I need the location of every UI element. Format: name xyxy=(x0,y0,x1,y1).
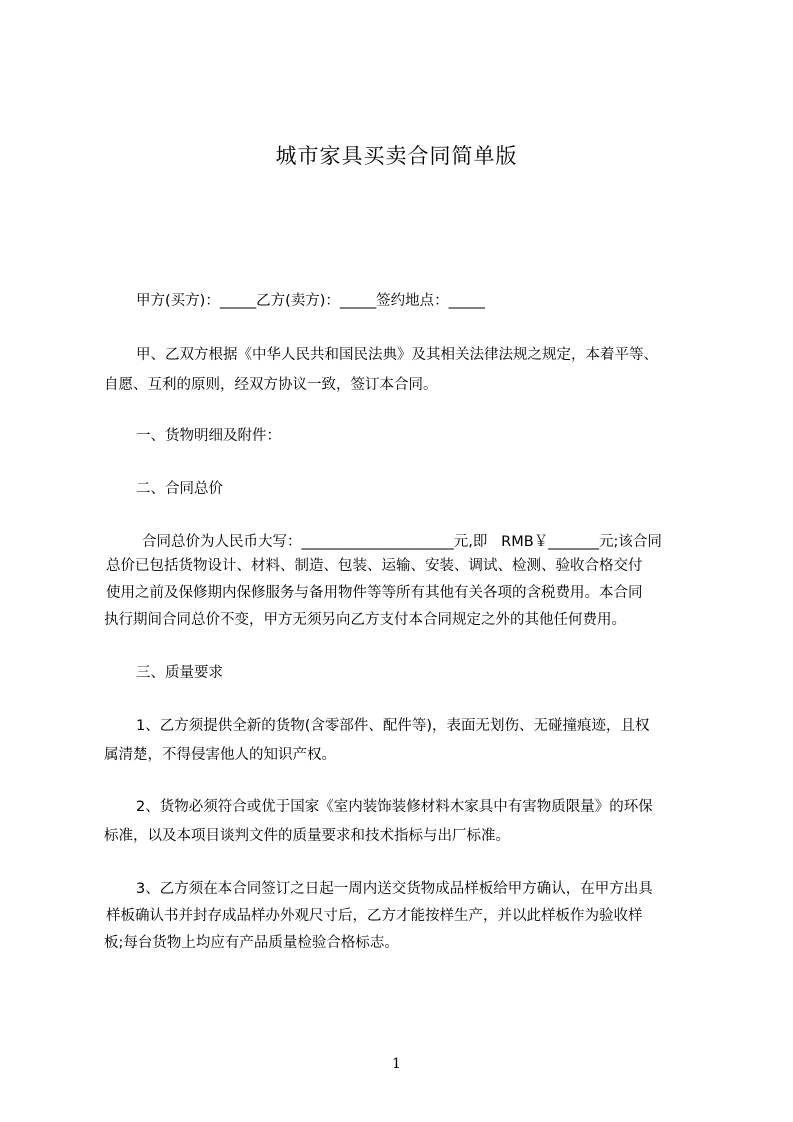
buyer-field: 甲方(买方)：_____ xyxy=(136,293,257,309)
price-line-2: 总价已包括货物设计、材料、制造、包装、运输、安装、调试、检测、验收合格交付 xyxy=(106,558,643,574)
quality-item-2-line-2: 标准，以及本项目谈判文件的质量要求和技术指标与出厂标准。 xyxy=(104,828,510,844)
signing-place-field: 签约地点：_____ xyxy=(376,293,485,309)
quality-item-1-line-2: 属清楚，不得侵害他人的知识产权。 xyxy=(104,747,336,763)
section-2-heading: 二、合同总价 xyxy=(136,481,223,497)
quality-item-2-line-1: 2、货物必须符合或优于国家《室内装饰装修材料木家具中有害物质限量》的环保 xyxy=(136,799,653,815)
parties-line xyxy=(136,291,485,311)
intro-line-1: 甲、乙双方根据《中华人民共和国民法典》及其相关法律法规之规定，本着平等、 xyxy=(136,347,658,363)
price-line-4: 执行期间合同总价不变，甲方无须另向乙方支付本合同规定之外的其他任何费用。 xyxy=(104,612,626,628)
quality-item-3-line-3: 板;每台货物上均应有产品质量检验合格标志。 xyxy=(104,935,399,951)
price-line-1: 合同总价为人民币大写：_____________________元,即 RMB￥_______元;该合同 xyxy=(142,534,662,550)
quality-item-3-line-2: 样板确认书并封存成品样办外观尺寸后，乙方才能按样生产，并以此样板作为验收样 xyxy=(106,908,643,924)
intro-line-2: 自愿、互利的原则，经双方协议一致，签订本合同。 xyxy=(104,377,438,393)
quality-item-1-line-1: 1、乙方须提供全新的货物(含零部件、配件等)，表面无划伤、无碰撞痕迹，且权 xyxy=(136,718,650,734)
page-number: 1 xyxy=(392,1056,401,1072)
price-line-3: 使用之前及保修期内保修服务与备用物件等等所有其他有关各项的含税费用。本合同 xyxy=(106,585,643,601)
seller-field: 乙方(卖方)：_____ xyxy=(256,293,377,309)
section-1-heading: 一、货物明细及附件： xyxy=(136,428,281,444)
contract-title: 城市家具买卖合同简单版 xyxy=(275,144,518,168)
section-3-heading: 三、质量要求 xyxy=(136,665,223,681)
quality-item-3-line-1: 3、乙方须在本合同签订之日起一周内送交货物成品样板给甲方确认，在甲方出具 xyxy=(136,881,653,897)
